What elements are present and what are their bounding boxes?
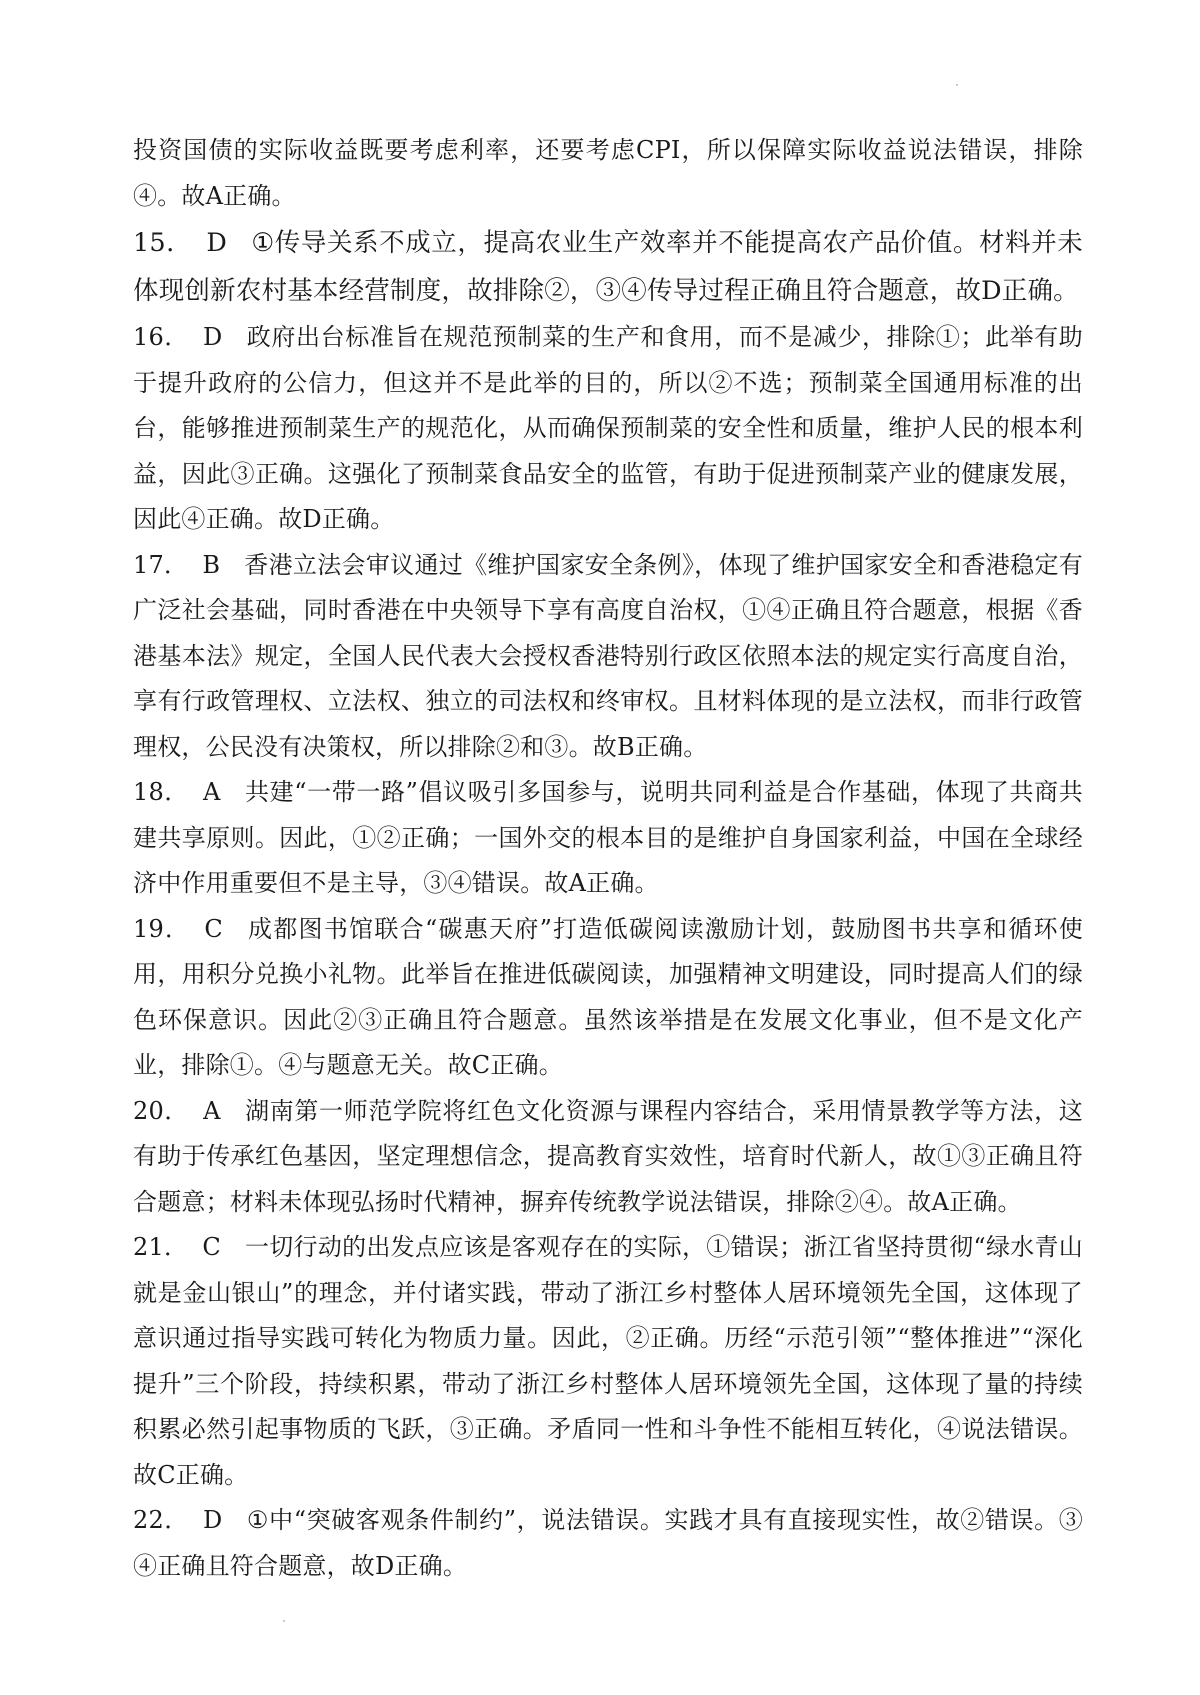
answer-letter: A [203, 1096, 221, 1125]
explanation-text: 共建“一带一路”倡议吸引多国参与，说明共同利益是合作基础，体现了共商共建共享原则。因此，①②正确；一国外交的根本目的是维护自身国家利益，中国在全球经济中作用重要但不是主导，③④错误。故A正确。 [133, 778, 1083, 897]
explanation-text: 湖南第一师范学院将红色文化资源与课程内容结合，采用情景教学等方法，这有助于传承红色基因，坚定理想信念，提高教育实效性，培育时代新人，故①③正确且符合题意；材料未体现弘扬时代精神，摒弃传统教学说法错误，排除②④。故A正确。 [133, 1096, 1083, 1216]
answer-22 [133, 1498, 1083, 1589]
scan-speck [956, 84, 958, 86]
answer-letter: D [206, 228, 227, 258]
question-number: 16． [133, 323, 189, 351]
answer-letter: B [202, 550, 221, 579]
answer-21 [133, 1225, 1083, 1498]
scan-speck [283, 1620, 285, 1622]
question-number: 22． [133, 1506, 190, 1534]
question-number: 21． [133, 1233, 189, 1261]
answer-letter: D [203, 1506, 223, 1534]
explanation-text: ①中“突破客观条件制约”，说法错误。实践才具有直接现实性，故②错误。③④正确且符合题意，故D正确。 [133, 1506, 1083, 1580]
explanation-text: 一切行动的出发点应该是客观存在的实际，①错误；浙江省坚持贯彻“绿水青山就是金山银山”的理念，并付诸实践，带动了浙江乡村整体人居环境领先全国，这体现了意识通过指导实践可转化为物质力量。因此，②正确。历经“示范引领”“整体推进”“深化提升”三个阶段，持续积累，带动了浙江乡村整体人居环境领先全国，这体现了量的持续积累必然引起事物质的飞跃，③正确。矛盾同一性和斗争性不能相互转化，④说法错误。故C正确。 [133, 1233, 1083, 1489]
answer-17 [133, 543, 1083, 771]
question-number: 19． [133, 914, 191, 943]
answer-18 [133, 770, 1083, 907]
answer-letter: A [203, 778, 221, 806]
answer-letter: C [204, 914, 223, 943]
answer-letter: D [202, 323, 223, 351]
explanation-text: 香港立法会审议通过《维护国家安全条例》，体现了维护国家安全和香港稳定有广泛社会基础，同时香港在中央领导下享有高度自治权，①④正确且符合题意，根据《香港基本法》规定，全国人民代表大会授权香港特别行政区依照本法的规定实行高度自治，享有行政管理权、立法权、独立的司法权和终审权。且材料体现的是立法权，而非行政管理权，公民没有决策权，所以排除②和③。故B正确。 [133, 550, 1083, 761]
question-number: 15． [133, 228, 193, 258]
question-number: 20． [133, 1096, 190, 1125]
answer-16 [133, 315, 1083, 543]
explanation-text: 政府出台标准旨在规范预制菜的生产和食用，而不是减少，排除①；此举有助于提升政府的公信力，但这并不是此举的目的，所以②不选；预制菜全国通用标准的出台，能够推进预制菜生产的规范化，从而确保预制菜的安全性和质量，维护人民的根本利益，因此③正确。这强化了预制菜食品安全的监管，有助于促进预制菜产业的健康发展，因此④正确。故D正确。 [133, 323, 1083, 533]
question-number: 18． [133, 778, 189, 806]
explanation-text: 成都图书馆联合“碳惠天府”打造低碳阅读激励计划，鼓励图书共享和循环使用，用积分兑换小礼物。此举旨在推进低碳阅读，加强精神文明建设，同时提高人们的绿色环保意识。因此②③正确且符合题意。虽然该举措是在发展文化事业，但不是文化产业，排除①。④与题意无关。故C正确。 [133, 914, 1084, 1079]
explanation-text: ①传导关系不成立，提高农业生产效率并不能提高农产品价值。材料并未体现创新农村基本经营制度，故排除②，③④传导过程正确且符合题意，故D正确。 [133, 228, 1083, 306]
question-number: 17． [133, 550, 189, 579]
answer-letter: C [202, 1233, 221, 1261]
answer-19 [133, 907, 1083, 1089]
answer-explanations [133, 128, 1083, 1589]
answer-20 [133, 1089, 1083, 1226]
intro-paragraph: 投资国债的实际收益既要考虑利率，还要考虑CPI，所以保障实际收益说法错误，排除④。故A正确。 [133, 136, 1083, 210]
answer-15 [133, 219, 1083, 315]
